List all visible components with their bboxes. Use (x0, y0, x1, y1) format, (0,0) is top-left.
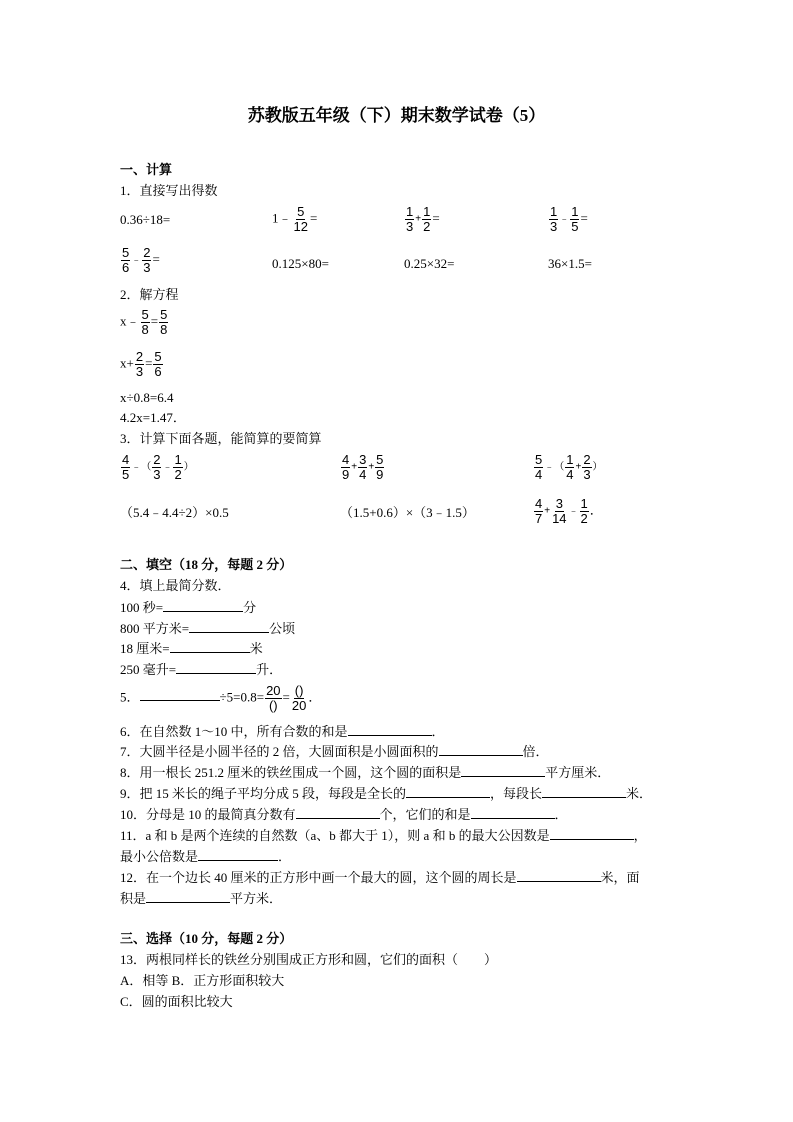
q1-expr-g: 0.25×32= (404, 256, 455, 271)
numerator: 1 (423, 204, 431, 219)
fraction (582, 453, 591, 482)
operator: + (415, 213, 422, 225)
question-13-option-c: C．圆的面积比较大 (120, 994, 233, 1009)
operator: + (351, 461, 358, 473)
section-heading-1: 一、计算 (120, 162, 173, 177)
operator: + (544, 505, 551, 517)
text: 18 厘米= (120, 641, 170, 656)
text: ÷5=0.8= (219, 689, 265, 705)
text: ． (308, 689, 322, 705)
section-heading-3: 三、选择（10 分，每题 2 分） (120, 931, 293, 946)
text: 积是 (120, 891, 147, 906)
text: ． (431, 724, 445, 739)
fraction (534, 453, 543, 482)
denominator: 4 (359, 467, 367, 482)
text: 平方厘米． (545, 765, 611, 780)
text: 分 (243, 600, 257, 615)
fraction (135, 350, 144, 379)
fraction (534, 497, 543, 526)
denominator: 3 (143, 260, 151, 275)
operator: ﹣ (162, 461, 173, 473)
numerator: 4 (342, 452, 350, 467)
denominator: 6 (122, 260, 130, 275)
numerator: 5 (154, 349, 162, 364)
q4-line-1 (120, 599, 256, 616)
fraction (551, 497, 567, 526)
page-title: 苏教版五年级（下）期末数学试卷（5） (247, 106, 546, 125)
q2-equation-3: x÷0.8=6.4 (120, 390, 174, 405)
denominator: 12 (293, 219, 308, 234)
numerator: 5 (122, 245, 130, 260)
answer-blank[interactable] (163, 599, 243, 612)
answer-blank[interactable] (517, 869, 601, 882)
numerator: 1 (174, 452, 182, 467)
text: 100 秒= (120, 600, 164, 615)
text: ﹣（ (131, 461, 152, 473)
text: 平方米． (230, 891, 283, 906)
text: ﹣（ (544, 461, 565, 473)
q3-expr-c (533, 453, 603, 482)
answer-blank[interactable] (170, 640, 250, 653)
answer-blank[interactable] (542, 785, 626, 798)
text: ） (183, 461, 194, 473)
text: 8．用一根长 251.2 厘米的铁丝围成一个圆，这个圆的面积是 (120, 765, 462, 780)
numerator: 1 (571, 204, 579, 219)
question-12 (120, 869, 640, 886)
question-10 (120, 806, 568, 823)
fraction (580, 497, 589, 526)
answer-blank[interactable] (439, 743, 523, 756)
text: = (580, 210, 588, 226)
fraction (265, 684, 281, 713)
fraction (293, 205, 309, 234)
answer-blank[interactable] (348, 723, 432, 736)
denominator: 5 (571, 219, 579, 234)
text: 米 (249, 641, 263, 656)
question-11 (120, 827, 647, 844)
denominator: 5 (122, 467, 130, 482)
denominator: 8 (141, 322, 149, 337)
q2-equation-1 (120, 308, 169, 337)
numerator: () (294, 683, 304, 698)
text: 12．在一个边长 40 厘米的正方形中画一个最大的圆，这个圆的周长是 (120, 870, 517, 885)
numerator: 4 (122, 452, 130, 467)
fraction (375, 453, 384, 482)
q1-expr-h: 36×1.5= (548, 256, 592, 271)
text: = (150, 313, 159, 329)
text: 米，面 (600, 870, 640, 885)
numerator: 5 (141, 307, 149, 322)
q3-expr-e: （1.5+0.6）×（3﹣1.5） (340, 505, 475, 520)
fraction (159, 308, 168, 337)
fraction (422, 205, 431, 234)
q3-expr-b (340, 453, 385, 482)
numerator: 5 (535, 452, 543, 467)
text: ） (592, 461, 603, 473)
q1-expr-f: 0.125×80= (272, 256, 329, 271)
fraction (358, 453, 367, 482)
fraction (152, 453, 161, 482)
numerator: 2 (135, 349, 144, 364)
section-heading-2: 二、填空（18 分，每题 2 分） (120, 557, 293, 572)
q1-expr-d (548, 205, 588, 234)
fraction (570, 205, 579, 234)
text: 个，它们的和是 (379, 807, 471, 822)
q4-line-4 (120, 661, 282, 678)
fraction (141, 308, 150, 337)
text: = (145, 355, 153, 371)
question-4-label: 4．填上最简分数． (120, 578, 231, 593)
text: ． (554, 807, 568, 822)
answer-blank[interactable] (296, 806, 380, 819)
text: = (432, 210, 440, 226)
text: 10．分母是 10 的最简真分数有 (120, 807, 296, 822)
numerator: 3 (359, 452, 367, 467)
numerator: 1 (406, 204, 414, 219)
denominator: 2 (423, 219, 431, 234)
text: = (309, 210, 318, 226)
numerator: 4 (535, 496, 543, 511)
text: ． (589, 502, 603, 518)
q3-expr-d: （5.4﹣4.4÷2）×0.5 (120, 505, 229, 520)
question-1-label: 1．直接写出得数 (120, 183, 218, 198)
numerator: 2 (583, 452, 591, 467)
fraction (153, 350, 162, 379)
operator: + (368, 461, 375, 473)
q3-expr-a (120, 453, 194, 482)
denominator: 3 (135, 364, 144, 379)
answer-blank[interactable] (140, 688, 220, 701)
denominator: 9 (342, 467, 350, 482)
answer-blank[interactable] (176, 661, 256, 674)
question-11-line-2 (120, 848, 291, 865)
question-6 (120, 723, 445, 740)
denominator: 8 (160, 322, 168, 337)
numerator: 2 (143, 245, 151, 260)
denominator: 6 (154, 364, 162, 379)
fraction (341, 453, 350, 482)
numerator: 5 (160, 307, 168, 322)
numerator: 1 (550, 204, 558, 219)
q2-equation-2 (120, 350, 164, 379)
denominator: 14 (552, 511, 567, 526)
text: ，每段长 (490, 786, 543, 801)
denominator: 7 (535, 511, 543, 526)
answer-blank[interactable] (406, 785, 490, 798)
denominator: 3 (583, 467, 591, 482)
denominator: 4 (535, 467, 543, 482)
answer-blank[interactable] (146, 890, 230, 903)
question-13-stem: 13．两根同样长的铁丝分别围成正方形和圆，它们的面积（ ） (120, 952, 498, 967)
q2-equation-4: 4.2x=1.47． (120, 410, 186, 425)
answer-blank[interactable] (189, 620, 269, 633)
text: 1﹣ (272, 210, 292, 226)
operator: + (575, 461, 582, 473)
answer-blank[interactable] (198, 848, 278, 861)
numerator: 1 (580, 496, 588, 511)
numerator: 5 (376, 452, 384, 467)
question-5 (120, 684, 321, 713)
text: ． (278, 849, 292, 864)
question-8 (120, 764, 610, 781)
fraction (142, 246, 151, 275)
answer-blank[interactable] (461, 764, 545, 777)
text: 升． (256, 662, 283, 677)
numerator: 2 (153, 452, 161, 467)
operator: ﹣ (559, 213, 570, 225)
fraction (291, 684, 307, 713)
question-9 (120, 785, 652, 802)
text: 11．a 和 b 是两个连续的自然数（a、b 都大于 1），则 a 和 b 的最大公因数是 (120, 828, 550, 843)
text: = (282, 689, 290, 705)
fraction (565, 453, 574, 482)
q1-expr-e (120, 246, 160, 275)
denominator: 3 (406, 219, 414, 234)
answer-blank[interactable] (471, 806, 555, 819)
numerator: 20 (266, 683, 281, 698)
fraction (121, 453, 130, 482)
text: 800 平方米= (120, 621, 190, 636)
text: 最小公倍数是 (120, 849, 199, 864)
text: 米． (626, 786, 653, 801)
operator: ﹣ (568, 505, 579, 517)
denominator: 2 (580, 511, 588, 526)
q4-line-2 (120, 620, 295, 637)
question-12-line-2 (120, 890, 282, 907)
question-2-label: 2．解方程 (120, 287, 179, 302)
question-13-options-ab: A．相等 B．正方形面积较大 (120, 973, 285, 988)
fraction (173, 453, 182, 482)
q1-expr-b (272, 205, 317, 234)
denominator: 9 (376, 467, 384, 482)
numerator: 1 (566, 452, 574, 467)
fraction (549, 205, 558, 234)
denominator: 3 (153, 467, 161, 482)
denominator: 3 (550, 219, 558, 234)
answer-blank[interactable] (550, 827, 634, 840)
denominator: 20 (291, 698, 307, 713)
q4-line-3 (120, 640, 263, 657)
text: 6．在自然数 1～10 中，所有合数的和是 (120, 724, 348, 739)
denominator: () (268, 698, 278, 713)
fraction (121, 246, 130, 275)
q1-expr-c (404, 205, 440, 234)
text: ， (633, 828, 647, 843)
q1-expr-a: 0.36÷18= (120, 212, 171, 227)
text: 250 毫升= (120, 662, 177, 677)
fraction (405, 205, 414, 234)
text: x﹣ (120, 313, 140, 329)
text: 倍． (522, 744, 549, 759)
denominator: 2 (174, 467, 182, 482)
text: 9．把 15 米长的绳子平均分成 5 段，每段是全长的 (120, 786, 407, 801)
question-3-label: 3．计算下面各题，能简算的要简算 (120, 431, 322, 446)
text: 公顷 (269, 621, 296, 636)
text: x+ (120, 355, 134, 371)
numerator: 5 (297, 204, 305, 219)
question-7 (120, 743, 549, 760)
denominator: 4 (566, 467, 574, 482)
numerator: 3 (555, 496, 563, 511)
text: 5． (120, 689, 140, 705)
operator: ﹣ (131, 254, 142, 266)
q3-expr-f (533, 497, 603, 526)
text: 7．大圆半径是小圆半径的 2 倍，大圆面积是小圆面积的 (120, 744, 439, 759)
text: = (152, 251, 160, 267)
